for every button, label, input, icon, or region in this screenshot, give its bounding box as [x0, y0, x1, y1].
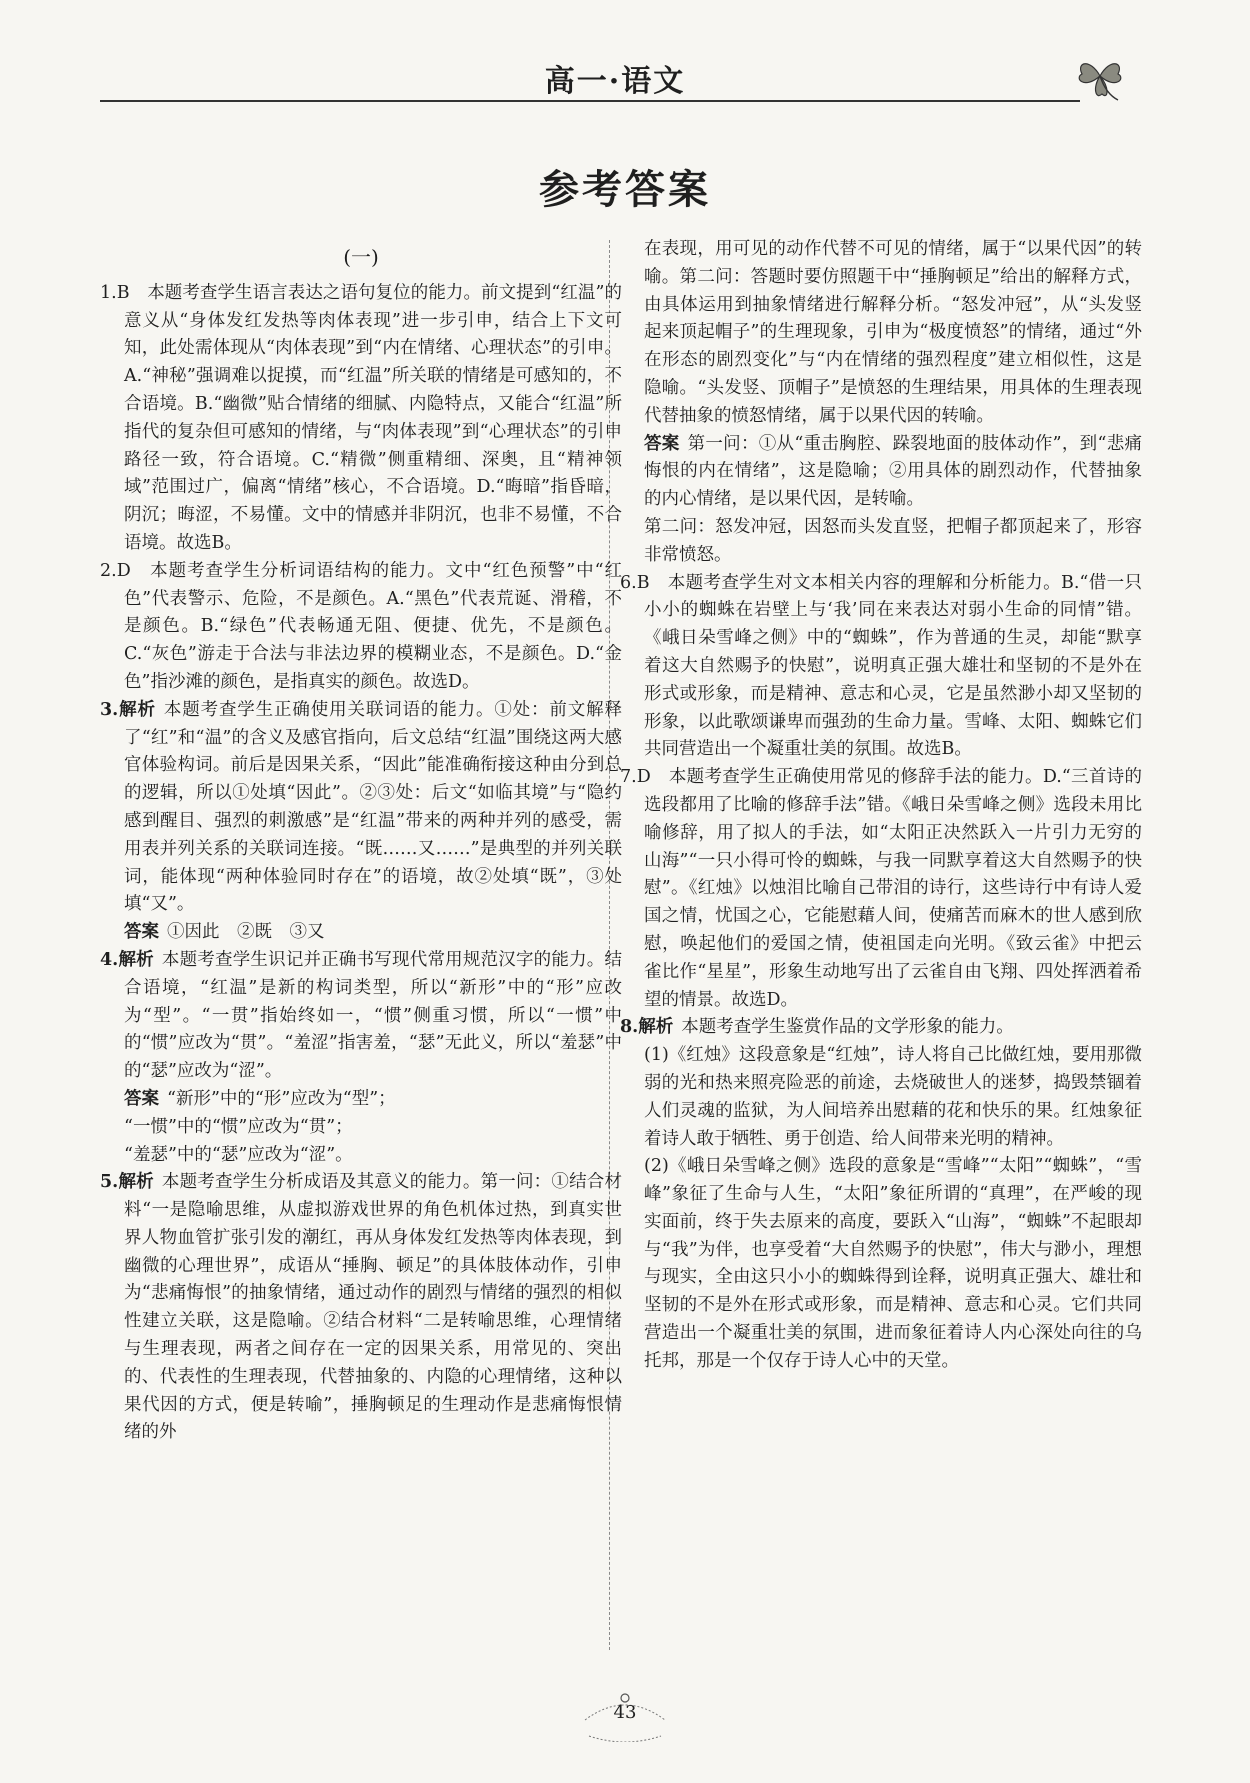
item-text: 第二问：怒发冲冠，因怒而头发直竖，把帽子都顶起来了，形容非常愤怒。 [644, 516, 1142, 565]
item-text: “新形”中的“形”应改为“型”； [167, 1088, 396, 1109]
answer-line [100, 1086, 622, 1114]
answer-paragraph [620, 514, 1142, 570]
answer-item [100, 558, 622, 697]
item-text: “一惯”中的“惯”应改为“贯”； [124, 1116, 353, 1137]
answer-item [100, 947, 622, 1086]
answer-item [620, 1014, 1142, 1042]
answer-line [620, 431, 1142, 514]
item-text: (1)《红烛》这段意象是“红烛”，诗人将自己比做红烛，要用那微弱的光和热来照亮险恶的前途，去烧破世人的迷梦，捣毁禁锢着人们灵魂的监狱，为人间培养出慰藉的花和快乐的果。红烛象征着诗人敢于牺牲、勇于创造、给人间带来光明的精神。 [644, 1045, 1142, 1149]
item-label: 3.解析 [100, 699, 156, 720]
page-header [100, 48, 1130, 108]
item-text: 6.B 本题考查学生对文本相关内容的理解和分析能力。B.“借一只小小的蜘蛛在岩壁上与‘我’同在来表达对弱小生命的同情”错。《峨日朵雪峰之侧》中的“蜘蛛”，作为普通的生灵，却能“默享着这大自然赐予的快慰”，说明真正强大雄壮和坚韧的不是外在形式或形象，而是精神、意志和心灵，它是虽然渺小却又坚韧的形象，以此歌颂谦卑而强劲的生命力量。雪峰、太阳、蜘蛛它们共同营造出一个凝重壮美的氛围。故选B。 [620, 572, 1142, 760]
header-title: 高一·语文 [544, 64, 686, 99]
answer-paragraph [100, 1114, 622, 1142]
item-text: 1.B 本题考查学生语言表达之语句复位的能力。前文提到“红温”的意义从“身体发红发热等肉体表现”进一步引申，结合上下文可知，此处需体现从“肉体表现”到“内在情绪、心理状态”的引申。A.“神秘”强调难以捉摸，而“红温”所关联的情绪是可感知的，不合语境。B.“幽微”贴合情绪的细腻、内隐特点，又能合“红温”所指代的复杂但可感知的情绪，与“肉体表现”到“心理状态”的引申路径一致，符合语境。C.“精微”侧重精细、深奥，且“精神领域”范围过广，偏离“情绪”核心，不合语境。D.“晦暗”指昏暗，阴沉；晦涩，不易懂。文中的情感并非阴沉，也非不易懂，不合语境。故选B。 [100, 282, 622, 553]
answer-item [100, 280, 622, 558]
main-title: 参考答案 [539, 166, 711, 213]
left-column [100, 244, 622, 1447]
answer-paragraph [620, 1042, 1142, 1153]
item-text: 本题考查学生正确使用关联词语的能力。①处：前文解释了“红”和“温”的含义及感官指向，后文总结“红温”围绕这两大感官体验构词。前后是因果关系，“因此”能准确衔接这种由分到总的逻辑，所以①处填“因此”。②③处：后文“如临其境”与“隐约感到醒目、强烈的刺激感”是“红温”带来的两种并列的感受，需用表并列关系的关联词连接。“既……又……”是典型的并列关联词，能体现“两种体验同时存在”的语境，故②处填“既”，③处填“又”。 [124, 699, 622, 915]
item-text: 在表现，用可见的动作代替不可见的情绪，属于“以果代因”的转喻。第二问：答题时要仿照题干中“捶胸顿足”给出的解释方式，由具体运用到抽象情绪进行解释分析。“怒发冲冠”，从“头发竖起来顶起帽子”的生理现象，引申为“极度愤怒”的情绪，通过“外在形态的剧烈变化”与“内在情绪的强烈程度”建立相似性，这是隐喻。“头发竖、顶帽子”是愤怒的生理结果，用具体的生理表现代替抽象的愤怒情绪，属于以果代因的转喻。 [644, 239, 1142, 426]
item-label: 答案 [644, 433, 680, 454]
answer-line [100, 919, 622, 947]
right-items [620, 236, 1142, 1376]
answer-paragraph [100, 1142, 622, 1170]
answer-item [620, 764, 1142, 1014]
answer-item [100, 1169, 622, 1447]
item-text: ①因此 ②既 ③又 [167, 922, 325, 943]
item-label: 答案 [124, 1088, 159, 1109]
item-text: 本题考查学生识记并正确书写现代常用规范汉字的能力。结合语境，“红温”是新的构词类型，所以“新形”中的“形”应改为“型”。“一贯”指始终如一，“惯”侧重习惯，所以“一惯”中的“惯”应改为“贯”。“羞涩”指害羞，“瑟”无此义，所以“羞瑟”中的“瑟”应改为“涩”。 [124, 949, 622, 1082]
page-number: 43 [613, 1702, 637, 1723]
answer-paragraph [620, 1153, 1142, 1375]
right-column [620, 236, 1142, 1376]
item-label: 8.解析 [620, 1017, 674, 1038]
clover-icon [1070, 48, 1130, 104]
header-rule [100, 100, 1080, 102]
answer-paragraph [620, 236, 1142, 431]
item-text: 2.D 本题考查学生分析词语结构的能力。文中“红色预警”中“红色”代表警示、危险，不是颜色。A.“黑色”代表荒诞、滑稽，不是颜色。B.“绿色”代表畅通无阻、便捷、优先，不是颜色。C.“灰色”游走于合法与非法边界的模糊业态，不是颜色。D.“金色”指沙滩的颜色，是指真实的颜色。故选D。 [100, 560, 622, 692]
answer-item [100, 697, 622, 919]
item-label: 5.解析 [100, 1172, 154, 1193]
item-text: (2)《峨日朵雪峰之侧》选段的意象是“雪峰”“太阳”“蜘蛛”，“雪峰”象征了生命与人生，“太阳”象征所谓的“真理”，在严峻的现实面前，终于失去原来的高度，要跃入“山海”，“蜘蛛”不起眼却与“我”为伴，也享受着“大自然赐予的快慰”，伟大与渺小，理想与现实，全由这只小小的蜘蛛得到诠释，说明真正强大、雄壮和坚韧的不是外在形式或形象，而是精神、意志和心灵。它们共同营造出一个凝重壮美的氛围，进而象征着诗人内心深处向往的乌托邦，那是一个仅存于诗人心中的天堂。 [644, 1156, 1142, 1371]
item-label: 答案 [124, 922, 159, 943]
item-text: 7.D 本题考查学生正确使用常见的修辞手法的能力。D.“三首诗的选段都用了比喻的修辞手法”错。《峨日朵雪峰之侧》选段未用比喻修辞，用了拟人的手法，如“太阳正决然跃入一片引力无穷的山海”“一只小得可怜的蜘蛛，与我一同默享着这大自然赐予的快慰”。《红烛》以烛泪比喻自己带泪的诗行，这些诗行中有诗人爱国之情，忧国之心，它能慰藉人间，使痛苦而麻木的世人感到欣慰，唤起他们的爱国之情，使祖国走向光明。《致云雀》中把云雀比作“星星”，形象生动地写出了云雀自由飞翔、四处挥洒着希望的情景。故选D。 [620, 767, 1142, 1010]
answer-item [620, 570, 1142, 765]
item-text: “羞瑟”中的“瑟”应改为“涩”。 [124, 1144, 353, 1165]
item-text: 第一问：①从“重击胸腔、跺裂地面的肢体动作”，到“悲痛悔恨的内在情绪”，这是隐喻；②用具体的剧烈动作，代替抽象的内心情绪，是以果代因，是转喻。 [644, 433, 1143, 510]
left-items [100, 280, 622, 1447]
item-text: 本题考查学生鉴赏作品的文学形象的能力。 [681, 1017, 1014, 1038]
section-title: (一) [343, 245, 379, 269]
item-text: 本题考查学生分析成语及其意义的能力。第一问：①结合材料“一是隐喻思维，从虚拟游戏世界的角色机体过热，到真实世界人物血管扩张引发的潮红，再从身体发红发热等肉体表现，到幽微的心理世界”，成语从“捶胸、顿足”的具体肢体动作，引申为“悲痛悔恨”的抽象情绪，通过动作的剧烈与情绪的强烈的相似性建立关联，这是隐喻。②结合材料“二是转喻思维，心理情绪与生理表现，两者之间存在一定的因果关系，用常见的、突出的、代表性的生理表现，代替抽象的、内隐的心理情绪，这种以果代因的方式，便是转喻”，捶胸顿足的生理动作是悲痛悔恨情绪的外 [124, 1172, 622, 1443]
item-label: 4.解析 [100, 949, 154, 970]
